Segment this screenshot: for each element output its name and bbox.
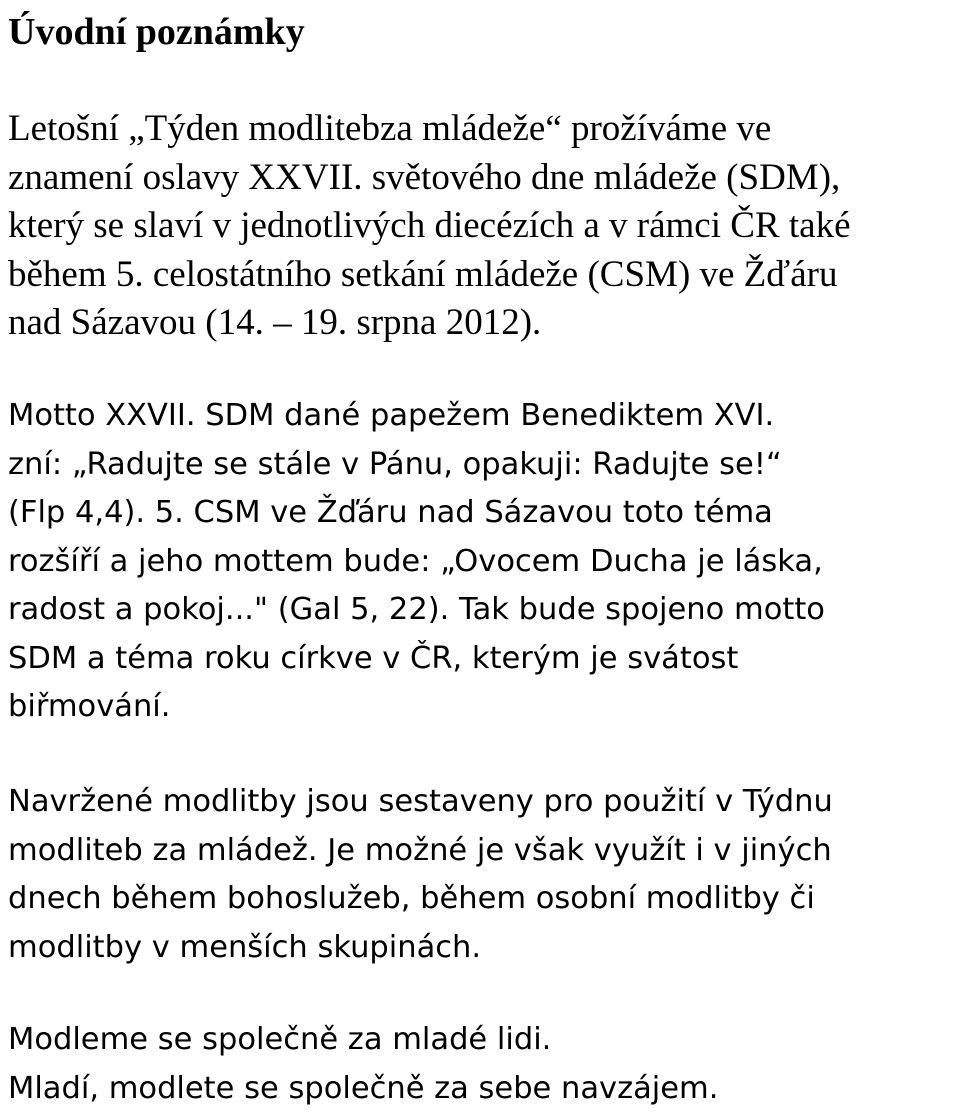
- usage-line: modlitby v menších skupinách.: [8, 929, 482, 965]
- intro-line: nad Sázavou (14. – 19. srpna 2012).: [8, 302, 542, 343]
- closing-line: Mladí, modlete se společně za sebe navzájem.: [8, 1070, 719, 1106]
- motto-line: biřmování.: [8, 689, 171, 724]
- intro-line: během 5. celostátního setkání mládeže (CSM) ve Žďáru: [8, 253, 838, 295]
- document-title: Úvodní poznámky: [8, 11, 305, 53]
- intro-line: Letošní „Týden modlitebza mládeže“ prožíváme ve: [8, 108, 772, 149]
- motto-paragraph: [8, 392, 825, 732]
- motto-line: rozšíří a jeho mottem bude: „Ovocem Ducha je láska,: [8, 543, 823, 579]
- usage-line: modliteb za mládež. Je možné je však využít i v jiných: [8, 832, 832, 868]
- motto-line: zní: „Radujte se stále v Pánu, opakuji: Radujte se!“: [8, 446, 782, 482]
- usage-line: dnech během bohoslužeb, během osobní modlitby či: [8, 881, 815, 916]
- motto-line: SDM a téma roku církve v ČR, kterým je svátost: [8, 640, 739, 676]
- intro-line: který se slaví v jednotlivých diecézích a v rámci ČR také: [8, 205, 851, 246]
- intro-paragraph: [8, 105, 851, 348]
- usage-line: Navržené modlitby jsou sestaveny pro použití v Týdnu: [8, 784, 833, 819]
- motto-line: radost a pokoj..." (Gal 5, 22). Tak bude spojeno motto: [8, 592, 825, 627]
- closing-paragraph: [8, 1016, 718, 1113]
- motto-line: (Flp 4,4). 5. CSM ve Žďáru nad Sázavou toto téma: [8, 495, 773, 530]
- usage-paragraph: [8, 778, 833, 972]
- closing-line: Modleme se společně za mladé lidi.: [8, 1022, 552, 1057]
- motto-line: Motto XXVII. SDM dané papežem Benediktem XVI.: [8, 398, 775, 433]
- intro-line: znamení oslavy XXVII. světového dne mládeže (SDM),: [8, 156, 841, 198]
